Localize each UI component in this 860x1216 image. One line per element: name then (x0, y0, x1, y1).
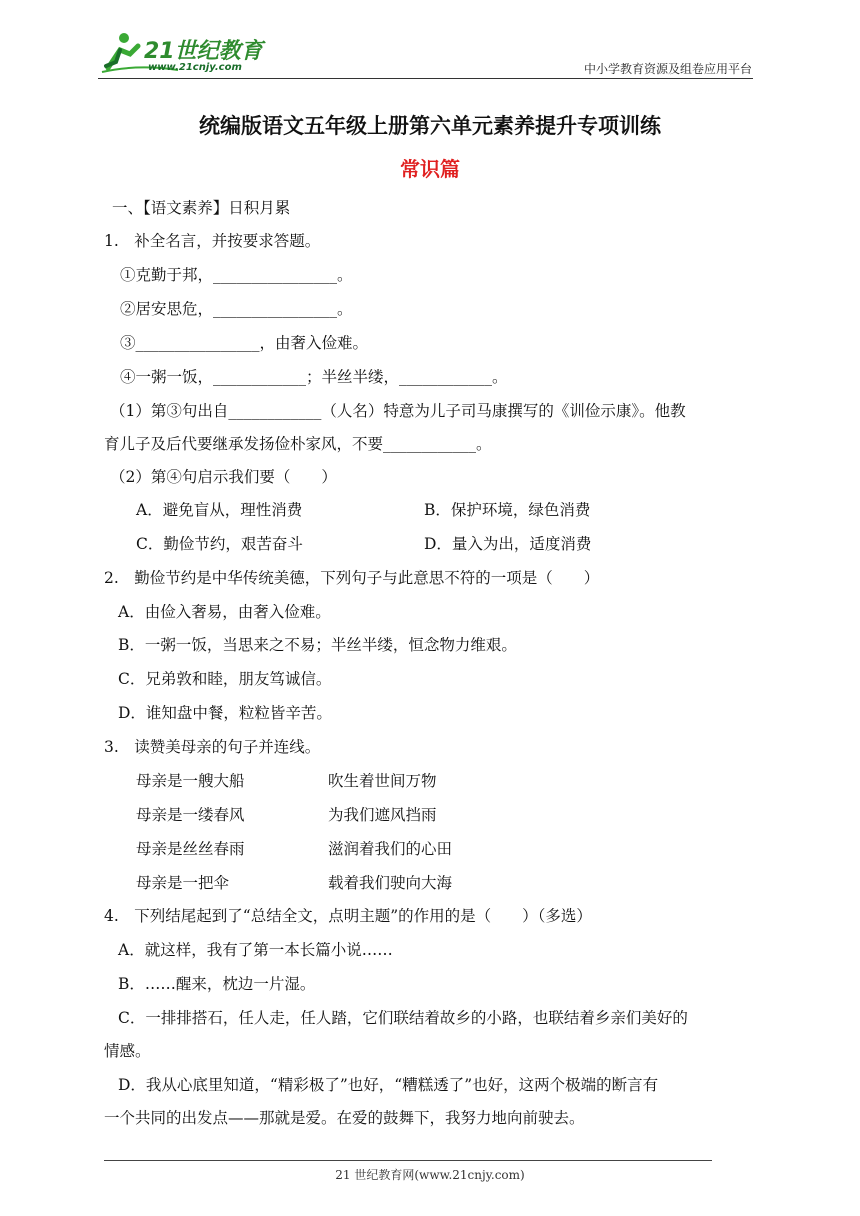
question-1-sub-1-line-1: （1）第③句出自____________（人名）特意为儿子司马康撰写的《训俭示康》。他教 (110, 402, 686, 420)
question-1-option-d: D．量入为出，适度消费 (424, 535, 592, 553)
question-1-item-3: ③________________，由奢入俭难。 (120, 334, 369, 352)
question-1-option-b: B．保护环境，绿色消费 (424, 501, 591, 519)
match-right-item: 为我们遮风挡雨 (328, 806, 437, 824)
question-4-option-c-line-2: 情感。 (104, 1042, 151, 1060)
question-3-stem: 3. 读赞美母亲的句子并连线。 (104, 738, 321, 756)
question-4-option-b: B．……醒来，枕边一片湿。 (118, 975, 316, 993)
question-2-option-d: D．谁知盘中餐，粒粒皆辛苦。 (118, 704, 332, 722)
header-platform-text: 中小学教育资源及组卷应用平台 (583, 62, 752, 76)
question-1-sub-1-line-2: 育儿子及后代要继承发扬俭朴家风，不要____________。 (104, 435, 492, 453)
question-1-item-1: ①克勤于邦，________________。 (120, 266, 353, 284)
question-4-option-d-line-2: 一个共同的出发点——那就是爱。在爱的鼓舞下，我努力地向前驶去。 (104, 1109, 585, 1127)
question-2-option-c: C．兄弟敦和睦，朋友笃诚信。 (118, 670, 332, 688)
match-right-item: 载着我们驶向大海 (328, 874, 453, 892)
question-2-stem: 2. 勤俭节约是中华传统美德，下列句子与此意思不符的一项是（ ） (104, 569, 600, 587)
footer-divider (104, 1160, 712, 1161)
question-1-stem: 1. 补全名言，并按要求答题。 (104, 232, 321, 250)
section-heading: 一、【语文素养】日积月累 (112, 199, 291, 217)
match-left-item: 母亲是丝丝春雨 (136, 840, 245, 858)
question-1-option-a: A．避免盲从，理性消费 (136, 501, 303, 519)
logo-text: 21世纪教育 (144, 39, 263, 64)
logo-url-text: www.21cnjy.com (148, 62, 242, 73)
site-logo (98, 28, 268, 78)
question-1-item-4: ④一粥一饭，____________；半丝半缕，____________。 (120, 368, 508, 386)
question-1-sub-2: （2）第④句启示我们要（ ） (110, 468, 337, 486)
question-4-option-a: A．就这样，我有了第一本长篇小说…… (118, 941, 393, 959)
question-2-option-b: B．一粥一饭，当思来之不易；半丝半缕，恒念物力维艰。 (118, 636, 517, 654)
question-2-option-a: A．由俭入奢易，由奢入俭难。 (118, 603, 331, 621)
footer-text: 21 世纪教育网(www.21cnjy.com) (335, 1168, 525, 1182)
match-right-item: 吹生着世间万物 (328, 772, 437, 790)
match-left-item: 母亲是一把伞 (136, 874, 230, 892)
question-1-item-2: ②居安思危，________________。 (120, 300, 353, 318)
match-left-item: 母亲是一艘大船 (136, 772, 245, 790)
question-4-stem: 4. 下列结尾起到了“总结全文，点明主题”的作用的是（ ）（多选） (104, 907, 592, 925)
question-4-option-d-line-1: D．我从心底里知道，“精彩极了”也好，“糟糕透了”也好，这两个极端的断言有 (118, 1076, 659, 1094)
page-title: 统编版语文五年级上册第六单元素养提升专项训练 (199, 113, 661, 138)
match-left-item: 母亲是一缕春风 (136, 806, 245, 824)
page-subtitle: 常识篇 (400, 157, 460, 181)
header-divider (98, 78, 753, 79)
question-4-option-c-line-1: C．一排排搭石，任人走，任人踏，它们联结着故乡的小路，也联结着乡亲们美好的 (118, 1009, 688, 1027)
question-1-option-c: C．勤俭节约，艰苦奋斗 (136, 535, 303, 553)
match-right-item: 滋润着我们的心田 (328, 840, 453, 858)
